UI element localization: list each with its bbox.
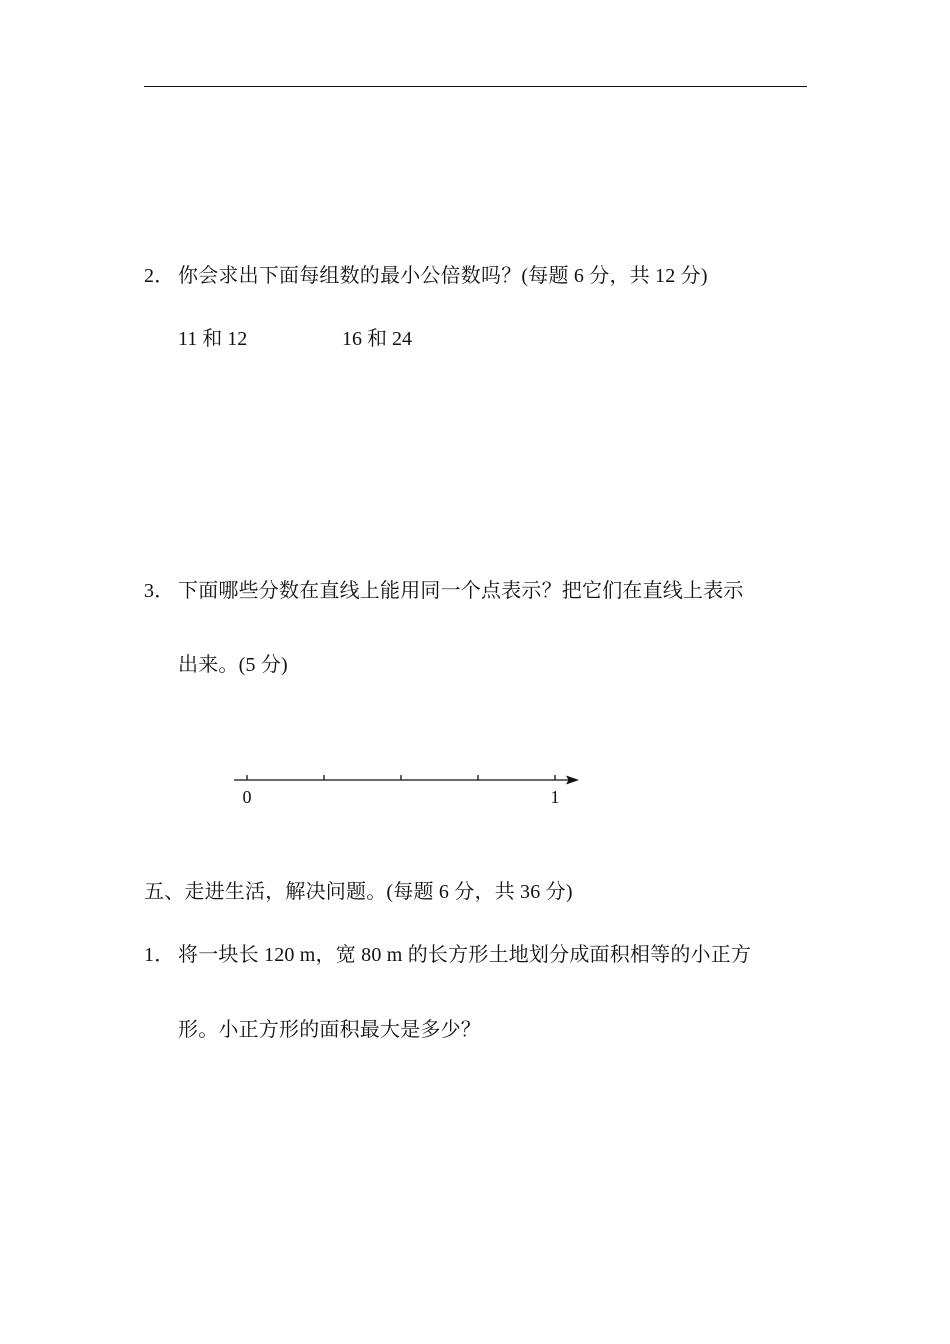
number-line-label-0: 0 bbox=[242, 787, 252, 807]
question-2-text: 你会求出下面每组数的最小公倍数吗？(每题 6 分，共 12 分) bbox=[178, 265, 708, 287]
section-5-question-1 bbox=[144, 943, 751, 967]
section-5-title: 五、走进生活，解决问题。(每题 6 分，共 36 分) bbox=[144, 881, 573, 903]
number-line-label-1: 1 bbox=[550, 787, 560, 807]
question-3 bbox=[144, 579, 744, 603]
number-line bbox=[226, 766, 586, 816]
question-2-pair-a: 11 和 12 bbox=[178, 328, 248, 350]
number-line-ticks bbox=[247, 775, 555, 780]
question-3-text-line2: 出来。(5 分) bbox=[178, 654, 288, 676]
question-2-pair-b: 16 和 24 bbox=[342, 328, 412, 350]
question-2 bbox=[144, 264, 708, 288]
section-5-question-1-text-line2: 形。小正方形的面积最大是多少？ bbox=[178, 1019, 481, 1041]
section-5-question-1-text-line1: 将一块长 120 m，宽 80 m 的长方形土地划分成面积相等的小正方 bbox=[178, 944, 752, 966]
section-5-question-1-number: 1． bbox=[144, 944, 175, 966]
header-rule bbox=[144, 86, 807, 87]
question-2-number: 2． bbox=[144, 265, 175, 287]
question-3-text-line1: 下面哪些分数在直线上能用同一个点表示？把它们在直线上表示 bbox=[178, 580, 744, 602]
question-3-number: 3． bbox=[144, 580, 175, 602]
